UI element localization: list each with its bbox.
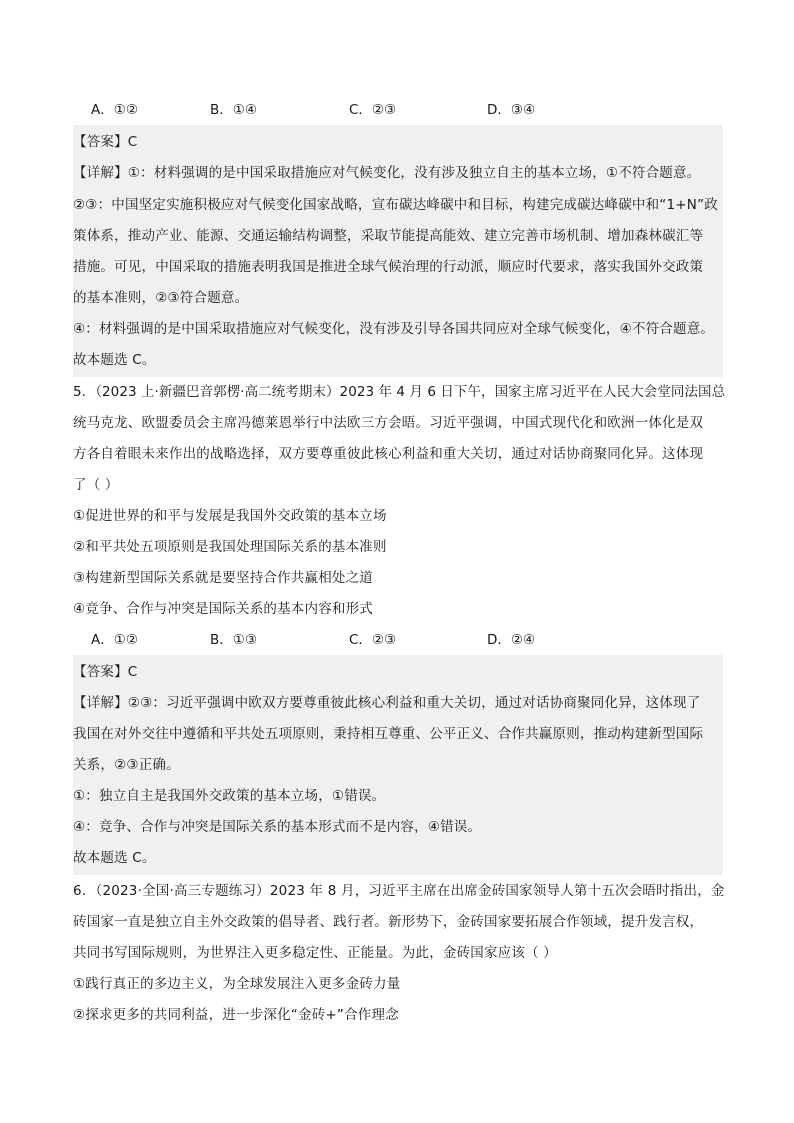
q5-option-c: C．②③ <box>349 632 397 648</box>
q5-detail-line: 【详解】②③：习近平强调中欧双方要尊重彼此核心利益和重大关切，通过对话协商聚同化异，这体现了 <box>73 695 701 711</box>
q6-item: ②探求更多的共同利益，进一步深化“金砖+”合作理念 <box>73 1007 399 1023</box>
q4-detail-line: ④：材料强调的是中国采取措施应对气候变化，没有涉及引导各国共同应对全球气候变化，④不符合题意。 <box>73 321 715 337</box>
q5-detail-line: 故本题选 C。 <box>73 850 156 866</box>
q5-answer: 【答案】C <box>73 664 138 680</box>
q6-stem-line: 砖国家一直是独立自主外交政策的倡导者、践行者。新形势下，金砖国家要拓展合作领域，提升发言权， <box>73 914 704 930</box>
q4-detail-line: 【详解】①：材料强调的是中国采取措施应对气候变化，没有涉及独立自主的基本立场，①不符合题意。 <box>73 165 701 181</box>
q6-stem-line: 共同书写国际规则，为世界注入更多稳定性、正能量。为此，金砖国家应该（ ） <box>73 945 557 961</box>
q5-detail-line: 我国在对外交往中遵循和平共处五项原则，秉持相互尊重、公平正义、合作共赢原则，推动构建新型国际 <box>73 726 704 742</box>
q5-item: ③构建新型国际关系就是要坚持合作共赢相处之道 <box>73 570 374 586</box>
q5-stem-line: 统马克龙、欧盟委员会主席冯德莱恩举行中法欧三方会晤。习近平强调，中国式现代化和欧洲一体化是双 <box>73 415 704 431</box>
q4-answer: 【答案】C <box>73 134 138 150</box>
q5-item: ②和平共处五项原则是我国处理国际关系的基本准则 <box>73 539 387 555</box>
q5-item: ④竞争、合作与冲突是国际关系的基本内容和形式 <box>73 601 374 617</box>
q4-option-a: A．①② <box>91 102 138 118</box>
q6-item: ①践行真正的多边主义，为全球发展注入更多金砖力量 <box>73 976 401 992</box>
q4-answer-block <box>73 125 723 377</box>
q4-detail-line: ②③：中国坚定实施积极应对气候变化国家战略，宣布碳达峰碳中和目标，构建完成碳达峰碳中和“1+N”政 <box>73 197 718 213</box>
q4-detail-line: 的基本准则，②③符合题意。 <box>73 290 249 306</box>
q4-detail-line: 措施。可见，中国采取的措施表明我国是推进全球气候治理的行动派，顺应时代要求，落实我国外交政策 <box>73 259 704 275</box>
q5-detail-line: ④：竞争、合作与冲突是国际关系的基本形式而不是内容，④错误。 <box>73 819 482 835</box>
q5-option-a: A．①② <box>91 632 138 648</box>
q6-stem-line: 6．（2023·全国·高三专题练习）2023 年 8 月，习近平主席在出席金砖国家领导人第十五次会晤时指出，金 <box>73 883 725 899</box>
q4-detail-line: 策体系，推动产业、能源、交通运输结构调整，采取节能提高能效、建立完善市场机制、增加森林碳汇等 <box>73 228 704 244</box>
q5-item: ①促进世界的和平与发展是我国外交政策的基本立场 <box>73 508 387 524</box>
q5-detail-line: ①：独立自主是我国外交政策的基本立场，①错误。 <box>73 788 386 804</box>
q5-stem-line: 5．（2023 上·新疆巴音郭楞·高二统考期末）2023 年 4 月 6 日下午，国家主席习近平在人民大会堂同法国总 <box>73 384 726 400</box>
q4-option-b: B．①④ <box>210 102 257 118</box>
q4-option-c: C．②③ <box>349 102 397 118</box>
q5-option-b: B．①③ <box>210 632 257 648</box>
q5-detail-line: 关系，②③正确。 <box>73 757 180 773</box>
q5-stem-line: 方各自着眼未来作出的战略选择，双方要尊重彼此核心利益和重大关切，通过对话协商聚同化异。这体现 <box>73 446 704 462</box>
q5-stem-line: 了（ ） <box>73 477 119 493</box>
q4-detail-line: 故本题选 C。 <box>73 352 156 368</box>
q5-option-d: D．②④ <box>487 632 536 648</box>
q4-option-d: D．③④ <box>487 102 536 118</box>
